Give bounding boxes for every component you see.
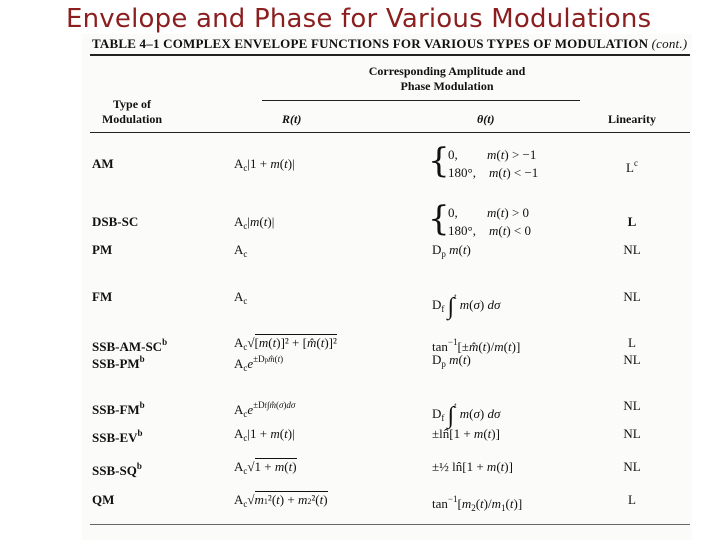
row-type-ssb-ev: SSB-$EV^b$ [92, 428, 143, 445]
row-type-ssb-sq: SSB-$SQ^b$ [92, 461, 142, 478]
table-caption-cont: (cont.) [651, 36, 688, 51]
row-r-ssb-pm: $A_ce^{\pm Dpm̂(t)}$ [234, 354, 284, 373]
brace-dsb-sc: { [428, 199, 450, 239]
row-r-ssb-fm: $A_ce^{\pm Df\int m̂(\sigma)d\sigma}$ [234, 400, 296, 419]
row-r-ssb-am-sc: $A_c√[m(t)]^2$ + [m̂(t)]² [234, 335, 337, 352]
col-theta-header: θ(t) [477, 112, 495, 126]
slide-title: Envelope and Phase for Various Modulations [66, 4, 652, 34]
brace-am: { [428, 141, 450, 181]
group-header-rule [262, 100, 580, 101]
row-type-fm: FM [92, 289, 113, 304]
row-lin-fm: NL [623, 289, 641, 304]
row-lin-ssb-fm: NL [623, 398, 641, 413]
row-r-fm: $A_c$ [234, 289, 248, 306]
col-r-header: R(t) [282, 112, 302, 126]
row-theta-ssb-fm: $D_f$ ∫$^t$ m(σ) dσ [432, 401, 501, 429]
row-theta-ssb-ev: ±ln̂[1 + m(t)] [432, 426, 500, 441]
row-lin-qm: L [628, 492, 636, 507]
row-theta-fm: $D_f$ ∫$^t$ m(σ) dσ [432, 292, 501, 320]
row-r-ssb-ev: $A_c|1 + m(t)|$ [234, 426, 295, 443]
row-lin-am: $L^c$ [626, 158, 638, 175]
row-type-pm: PM [92, 242, 113, 257]
group-header-line2: Phase Modulation [400, 79, 494, 93]
bottom-rule [90, 524, 690, 525]
table-caption: TABLE 4–1 COMPLEX ENVELOPE FUNCTIONS FOR VARIOUS TYPES OF MODULATION (cont.) [92, 36, 688, 51]
top-rule [90, 54, 690, 56]
group-header-line1: Corresponding Amplitude and [368, 64, 526, 78]
row-theta-ssb-am-sc: $\tan^{-1}[\pm m̂(t)/m(t)]$ [432, 337, 521, 354]
row-lin-pm: NL [623, 242, 641, 257]
row-theta-dsb-b: 180°, m(t) < 0 [448, 223, 531, 238]
col-type-line1: Type of [112, 97, 152, 111]
row-lin-dsb-sc: L [627, 214, 637, 229]
row-r-qm: $A_c√m1^2(t) + m2^2(t)$ [234, 492, 328, 509]
row-type-qm: QM [92, 492, 115, 507]
row-type-dsb-sc: DSB-SC [92, 214, 139, 229]
row-r-pm: $A_c$ [234, 242, 248, 259]
row-r-dsb-sc: $A_c|m(t)|$ [234, 214, 275, 231]
row-theta-ssb-sq: ±½ ln̂[1 + m(t)] [432, 459, 513, 474]
row-type-am: AM [92, 156, 114, 171]
row-r-am: $A_c|1 + m(t)|$ [234, 156, 295, 173]
row-lin-ssb-ev: NL [623, 426, 641, 441]
row-theta-am-b: 180°, m(t) < −1 [448, 165, 539, 180]
row-type-ssb-fm: SSB-$FM^b$ [92, 400, 145, 417]
row-theta-qm: $\tan^{-1}[m_2(t)/m_1(t)]$ [432, 494, 523, 513]
row-lin-ssb-am-sc: L [628, 335, 636, 350]
scanned-table [82, 34, 692, 540]
row-type-ssb-am-sc: SSB-$AM-SC^b$ [92, 337, 168, 354]
row-theta-ssb-pm: $D_p$ m(t) [432, 352, 471, 369]
row-theta-dsb-a: 0, m(t) > 0 [448, 205, 530, 220]
col-type-line2: Modulation [101, 112, 162, 126]
col-linearity-header: Linearity [608, 112, 656, 126]
row-theta-am-a: 0, m(t) > −1 [448, 147, 537, 162]
row-lin-ssb-sq: NL [623, 459, 641, 474]
row-r-ssb-sq: $A_c√1 + m(t)$ [234, 459, 297, 476]
row-lin-ssb-pm: NL [623, 352, 641, 367]
row-type-ssb-pm: SSB-$PM^b$ [92, 354, 145, 371]
header-rule [90, 132, 690, 133]
row-theta-pm: $D_p$ m(t) [432, 242, 471, 259]
